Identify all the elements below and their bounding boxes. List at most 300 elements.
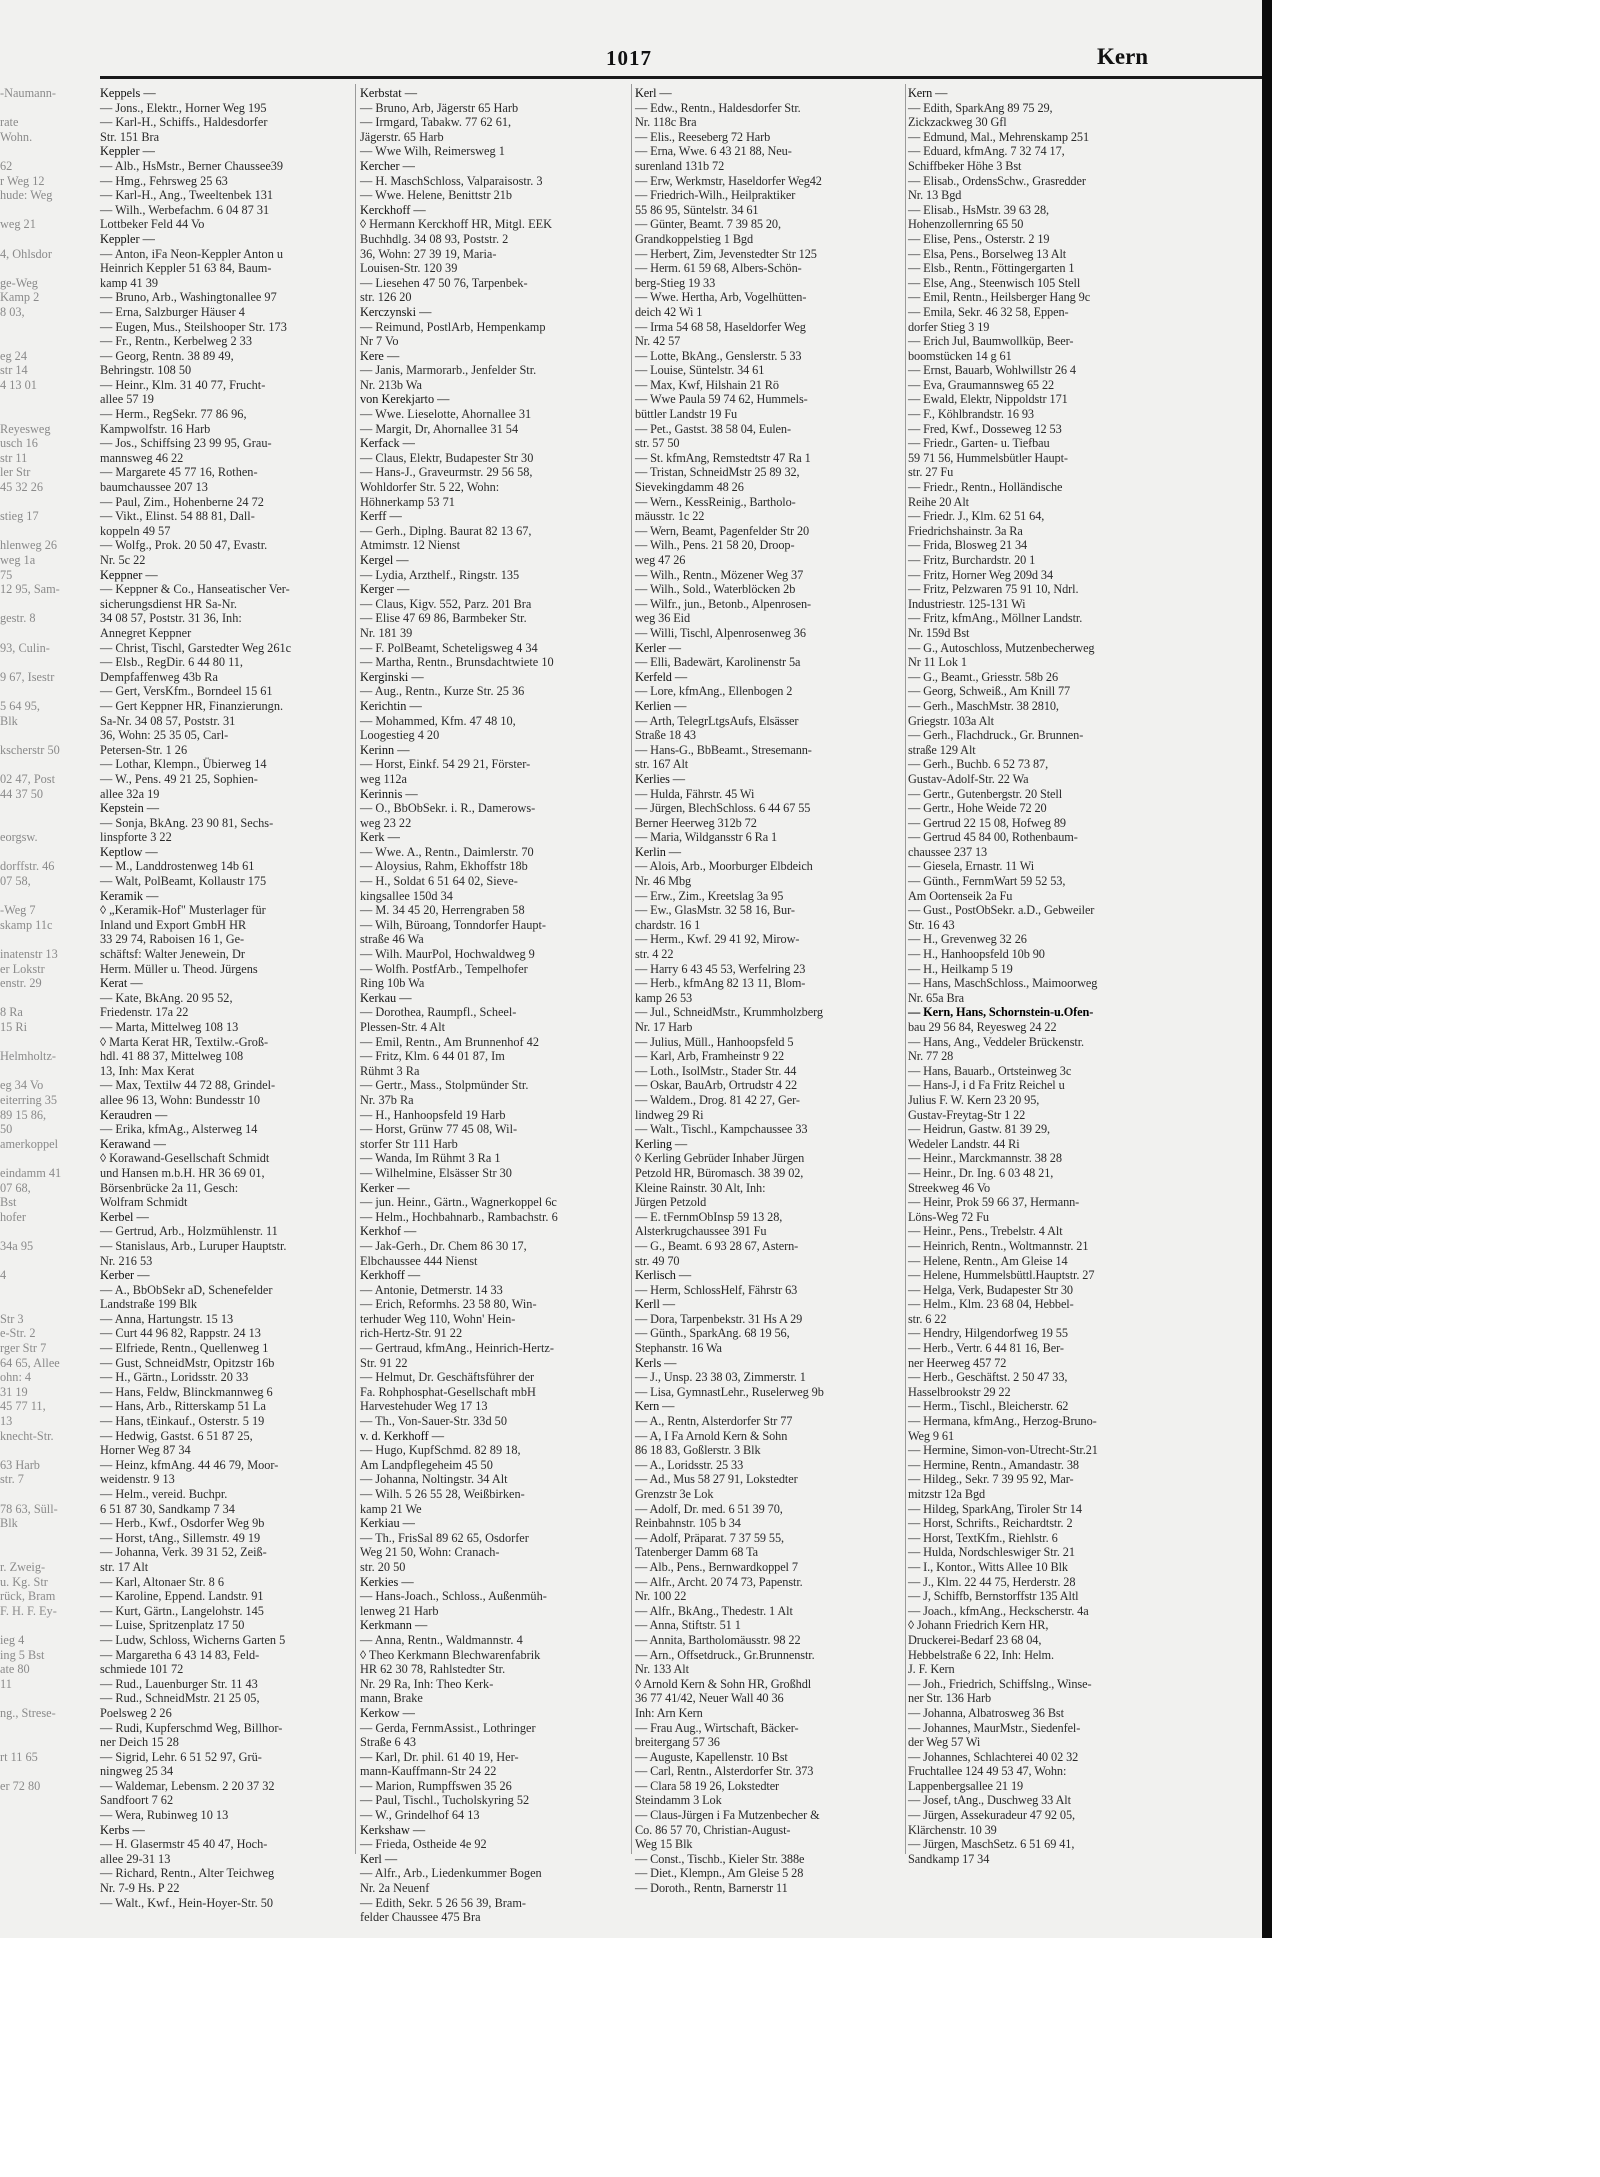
directory-line: Plessen-Str. 4 Alt	[360, 1020, 446, 1034]
directory-line: koppeln 49 57	[100, 523, 171, 538]
directory-line: — I., Kontor., Witts Allee 10 Blk	[908, 1559, 1068, 1574]
directory-line: 55 86 95, Süntelstr. 34 61	[635, 202, 759, 217]
directory-line: — Erna, Wwe. 6 43 21 88, Neu-	[635, 144, 792, 159]
directory-line: — Herm, SchlossHelf, Fährstr 63	[635, 1282, 798, 1297]
directory-line: Steindamm 3 Lok	[635, 1793, 722, 1808]
directory-line: — Arth, TelegrLtgsAufs, Elsässer	[635, 713, 799, 728]
directory-line: dorfer Stieg 3 19	[908, 319, 990, 334]
directory-line	[0, 991, 96, 1006]
directory-line: — Max, Kwf, Hilshain 21 Rö	[635, 377, 779, 392]
directory-line: 59 71 56, Hummelsbütler Haupt-	[908, 450, 1068, 465]
directory-line: — Giesela, Ernastr. 11 Wi	[908, 859, 1035, 874]
directory-line: Julius F. W. Kern 23 20 95,	[908, 1092, 1040, 1107]
directory-line: Reihe 20 Alt	[908, 494, 969, 509]
directory-line: 12 95, Sam-	[0, 582, 60, 597]
directory-line: 8 03,	[0, 304, 25, 319]
directory-line: 07 68,	[0, 1180, 31, 1195]
directory-line: — Herm. 61 59 68, Albers-Schön-	[635, 261, 802, 276]
directory-line: — Maria, Wildgansstr 6 Ra 1	[635, 830, 778, 845]
directory-line: Kerckhoff —	[360, 202, 426, 217]
directory-line: weg 36 Eid	[635, 611, 691, 626]
page-edge-shadow	[1262, 0, 1272, 1938]
directory-line: — Willi, Tischl, Alpenrosenweg 36	[635, 625, 806, 640]
directory-line: rger Str 7	[0, 1341, 47, 1356]
directory-line: — Hendry, Hilgendorfweg 19 55	[908, 1326, 1068, 1341]
directory-line: — H. MaschSchloss, Valparaisostr. 3	[360, 173, 543, 188]
directory-line: — Gust., PostObSekr. a.D., Gebweiler	[908, 903, 1095, 918]
directory-line: — W., Grindelhof 64 13	[360, 1808, 480, 1823]
directory-line: weg 112a	[360, 771, 408, 786]
directory-line	[0, 626, 96, 641]
directory-line: von Kerekjarto —	[360, 392, 450, 407]
directory-line: Kern —	[635, 1399, 675, 1414]
directory-line	[0, 261, 96, 276]
directory-line: — Emil, Rentn., Am Brunnenhof 42	[360, 1034, 539, 1049]
directory-line: hlenweg 26	[0, 538, 58, 553]
directory-line: — Herb., Geschäftst. 2 50 47 33,	[908, 1370, 1068, 1385]
directory-line	[0, 757, 96, 772]
directory-line: str 11	[0, 450, 28, 465]
directory-line: — Jos., Schiffsing 23 99 95, Grau-	[100, 436, 272, 451]
directory-line: Friedrichshainstr. 3a Ra	[908, 523, 1023, 538]
directory-line: eindamm 41	[0, 1165, 62, 1180]
directory-line: — Ewald, Elektr, Nippoldstr 171	[908, 392, 1068, 407]
directory-line: — Edith, SparkAng 89 75 29,	[908, 100, 1053, 115]
directory-line: — Rudi, Kupferschmd Weg, Billhor-	[100, 1720, 283, 1735]
directory-line: — Walt, PolBeamt, Kollaustr 175	[100, 874, 267, 889]
directory-line: Keramik —	[100, 888, 159, 903]
directory-line	[0, 392, 96, 407]
directory-line: Sandfoort 7 62	[100, 1793, 174, 1808]
directory-line: Wohldorfer Str. 5 22, Wohn:	[360, 480, 500, 495]
directory-line: Kleine Rainstr. 30 Alt, Inh:	[635, 1180, 766, 1195]
directory-line: — Clara 58 19 26, Lokstedter	[635, 1778, 780, 1793]
directory-line: Harvestehuder Weg 17 13	[360, 1399, 488, 1414]
directory-line	[0, 495, 96, 510]
directory-line: — Erika, kfmAg., Alsterweg 14	[100, 1122, 258, 1137]
directory-line: — Herb., Kwf., Osdorfer Weg 9b	[100, 1516, 265, 1531]
directory-line: stieg 17	[0, 509, 39, 524]
directory-line: — Claus, Kigv. 552, Parz. 201 Bra	[360, 596, 532, 611]
directory-line: Loogestieg 4 20	[360, 728, 440, 743]
directory-line: eg 34 Vo	[0, 1078, 44, 1093]
directory-line: — Edmund, Mal., Mehrenskamp 251	[908, 129, 1089, 144]
directory-line	[0, 801, 96, 816]
directory-line: Kerlien —	[635, 698, 687, 713]
directory-line: — Sigrid, Lehr. 6 51 52 97, Grü-	[100, 1749, 262, 1764]
directory-line: — Keppner & Co., Hanseatischer Ver-	[100, 582, 290, 597]
directory-line: — St. kfmAng, Remstedtstr 47 Ra 1	[635, 450, 811, 465]
directory-line: — Christ, Tischl, Garstedter Weg 261c	[100, 640, 292, 655]
directory-line: — Marta, Mittelweg 108 13	[100, 1020, 239, 1034]
directory-line: — Gertrud 45 84 00, Rothenbaum-	[908, 830, 1078, 845]
directory-line	[0, 1721, 96, 1736]
directory-line: allee 96 13, Wohn: Bundesstr 10	[100, 1092, 260, 1107]
directory-line: usch 16	[0, 436, 38, 451]
directory-line: — Wilh., Werbefachm. 6 04 87 31	[100, 202, 270, 217]
directory-line: eg 24	[0, 348, 27, 363]
directory-line: kingsallee 150d 34	[360, 888, 453, 903]
directory-line: Blk	[0, 713, 18, 728]
directory-line: rich-Hertz-Str. 91 22	[360, 1326, 463, 1341]
directory-line: — Frida, Blosweg 21 34	[908, 538, 1028, 553]
directory-line: — Elfriede, Rentn., Quellenweg 1	[100, 1341, 269, 1356]
directory-line: ner Heerweg 457 72	[908, 1355, 1007, 1370]
directory-line: — Loth., IsolMstr., Stader Str. 44	[635, 1063, 797, 1078]
directory-line: — Alb., Pens., Bernwardkoppel 7	[635, 1559, 798, 1574]
directory-line: straße 46 Wa	[360, 932, 424, 947]
directory-line: Kerkhoff —	[360, 1268, 421, 1283]
directory-line: weg 47 26	[635, 553, 686, 567]
column-divider	[355, 84, 356, 1854]
directory-line: Wolfram Schmidt	[100, 1195, 188, 1210]
directory-line: — Anna, Stiftstr. 51 1	[635, 1618, 741, 1633]
directory-line: — Kurt, Gärtn., Langelohstr. 145	[100, 1603, 264, 1618]
directory-line: — Wilh. 5 26 55 28, Weißbirken-	[360, 1487, 525, 1501]
directory-line: — Horst, TextKfm., Riehlstr. 6	[908, 1530, 1058, 1545]
directory-line: — Adolf, Dr. med. 6 51 39 70,	[635, 1501, 783, 1516]
directory-line: Kerkies —	[360, 1574, 414, 1589]
directory-line: — Max, Textilw 44 72 88, Grindel-	[100, 1078, 276, 1093]
directory-line: — Heidrun, Gastw. 81 39 29,	[908, 1122, 1050, 1137]
directory-line: — Margaretha 6 43 14 83, Feld-	[100, 1647, 260, 1662]
directory-line: — Waldemar, Lebensm. 2 20 37 32	[100, 1778, 275, 1793]
directory-line: — Richard, Rentn., Alter Teichweg	[100, 1866, 275, 1881]
directory-line: Louisen-Str. 120 39	[360, 261, 458, 276]
directory-line: — Wwe. Lieselotte, Ahornallee 31	[360, 407, 532, 422]
directory-line: kamp 21 We	[360, 1501, 422, 1516]
directory-line: Stephanstr. 16 Wa	[635, 1341, 722, 1356]
directory-line: ng., Strese-	[0, 1705, 56, 1720]
directory-line: — Frieda, Ostheide 4e 92	[360, 1837, 487, 1852]
directory-line: — Irma 54 68 58, Haseldorfer Weg	[635, 319, 806, 334]
directory-line: — Jürgen, BlechSchloss. 6 44 67 55	[635, 801, 811, 816]
directory-line	[0, 1443, 96, 1458]
directory-line: — Adolf, Präparat. 7 37 59 55,	[635, 1530, 784, 1545]
directory-line: — Kate, BkAng. 20 95 52,	[100, 990, 233, 1005]
directory-line: 4	[0, 1268, 7, 1283]
directory-line: — Helm., Hochbahnarb., Rambachstr. 6	[360, 1209, 558, 1224]
directory-line: Nr. 65a Bra	[908, 990, 964, 1005]
directory-line: HR 62 30 78, Rahlstedter Str.	[360, 1662, 506, 1677]
directory-line: — Karl-H., Ang., Tweeltenbek 131	[100, 188, 274, 203]
directory-line: Kerat —	[100, 976, 143, 991]
directory-line: 5 64 95,	[0, 698, 40, 713]
directory-line: Kere —	[360, 348, 400, 363]
directory-line: Hohenzollernring 65 50	[908, 217, 1024, 232]
directory-line: — Ad., Mus 58 27 91, Lokstedter	[635, 1472, 798, 1487]
directory-line: — Helm., vereid. Buchpr.	[100, 1487, 228, 1501]
directory-line: — Waldem., Drog. 81 42 27, Ger-	[635, 1092, 800, 1107]
directory-line: — H., Hanhoopsfeld 10b 90	[908, 947, 1045, 962]
directory-line: — G., Beamt., Griesstr. 58b 26	[908, 669, 1059, 684]
directory-line: — Jak-Gerh., Dr. Chem 86 30 17,	[360, 1238, 527, 1253]
directory-line: — Lothar, Klempn., Übierweg 14	[100, 757, 267, 772]
directory-line	[0, 1531, 96, 1546]
directory-line: Weg 15 Blk	[635, 1837, 693, 1852]
directory-line: 75	[0, 567, 13, 582]
directory-line: Keppler —	[100, 231, 155, 246]
directory-line: Rühmt 3 Ra	[360, 1063, 420, 1078]
directory-line: Kerlisch —	[635, 1268, 692, 1283]
directory-line: 78 63, Süll-	[0, 1501, 58, 1516]
directory-line: ge-Weg	[0, 275, 38, 290]
directory-line: Kerinnis —	[360, 786, 418, 801]
directory-line: — Heinr., Marckmannstr. 38 28	[908, 1151, 1062, 1166]
directory-line: Reyesweg	[0, 421, 51, 436]
column-cut-left	[0, 86, 96, 1866]
directory-line: Griegstr. 103a Alt	[908, 713, 994, 728]
directory-line: — Hedwig, Gastst. 6 51 87 25,	[100, 1428, 253, 1443]
directory-line	[0, 728, 96, 743]
directory-line: büttler Landstr 19 Fu	[635, 407, 738, 422]
directory-line: kscherstr 50	[0, 742, 60, 757]
directory-line: eiterring 35	[0, 1092, 58, 1107]
directory-line: str. 7	[0, 1472, 24, 1487]
directory-line	[0, 1151, 96, 1166]
directory-line: — Gertrud 22 15 08, Hofweg 89	[908, 815, 1066, 830]
directory-line	[0, 203, 96, 218]
directory-line: hude: Weg	[0, 188, 53, 203]
directory-line: — Elisab., OrdensSchw., Grasredder	[908, 173, 1086, 188]
directory-line: — Wilh, Büroang, Tonndorfer Haupt-	[360, 917, 547, 932]
directory-line: Dempfaffenweg 43b Ra	[100, 669, 218, 684]
directory-line: — Aug., Rentn., Kurze Str. 25 36	[360, 684, 525, 699]
directory-line: mann, Brake	[360, 1691, 423, 1706]
directory-line: — F., Köhlbrandstr. 16 93	[908, 407, 1034, 422]
directory-line: — Ew., GlasMstr. 32 58 16, Bur-	[635, 903, 795, 918]
directory-line: — Hildeg., Sekr. 7 39 95 92, Mar-	[908, 1472, 1074, 1487]
directory-line: — Hans-J, i d Fa Fritz Reichel u	[908, 1078, 1065, 1093]
directory-line: — Heinz, kfmAng. 44 46 79, Moor-	[100, 1457, 279, 1472]
directory-line	[0, 1224, 96, 1239]
directory-line: storfer Str 111 Harb	[360, 1136, 458, 1151]
directory-line	[0, 1691, 96, 1706]
directory-line: 93, Culin-	[0, 640, 50, 655]
directory-line: — Wern., KessReinig., Bartholo-	[635, 494, 796, 509]
directory-line: Sandkamp 17 34	[908, 1851, 990, 1866]
directory-line: — Erich Jul, Baumwollküp, Beer-	[908, 334, 1074, 349]
directory-line: und Hansen m.b.H. HR 36 69 01,	[100, 1165, 265, 1180]
directory-line: — Liesehen 47 50 76, Tarpenbek-	[360, 275, 528, 290]
directory-line: ◊ Arnold Kern & Sohn HR, Großhdl	[635, 1676, 812, 1691]
directory-line	[0, 845, 96, 860]
directory-line: Kerkshaw —	[360, 1822, 426, 1837]
directory-line: str. 27 Fu	[908, 465, 954, 480]
directory-line: — Herm., RegSekr. 77 86 96,	[100, 407, 247, 422]
directory-line: — Fritz, Klm. 6 44 01 87, Im	[360, 1049, 505, 1064]
directory-line: — Karl, Dr. phil. 61 40 19, Her-	[360, 1749, 519, 1764]
directory-line: Löns-Weg 72 Fu	[908, 1209, 989, 1224]
directory-line: knecht-Str.	[0, 1428, 54, 1443]
directory-line: Kercher —	[360, 158, 415, 173]
directory-line: — E. tFernmObInsp 59 13 28,	[635, 1209, 783, 1224]
directory-line: Zickzackweg 30 Gfl	[908, 115, 1007, 130]
directory-line: 50	[0, 1122, 13, 1137]
directory-line: Kerff —	[360, 509, 402, 524]
directory-line: 63 Harb	[0, 1457, 40, 1472]
directory-line: 11	[0, 1676, 12, 1691]
directory-line: Nr. 133 Alt	[635, 1662, 689, 1677]
directory-line: — M., Landdrostenweg 14b 61	[100, 859, 255, 874]
directory-line: 8 Ra	[0, 1005, 23, 1020]
directory-line: — Wolfh. PostfArb., Tempelhofer	[360, 961, 528, 976]
directory-line: Tatenberger Damm 68 Ta	[635, 1545, 758, 1560]
directory-line: — Fritz, kfmAng., Möllner Landstr.	[908, 611, 1083, 626]
directory-line: Petersen-Str. 1 26	[100, 742, 188, 757]
directory-line	[0, 1764, 96, 1779]
directory-line: -Weg 7	[0, 903, 36, 918]
directory-line: ing 5 Bst	[0, 1647, 45, 1662]
directory-line: Kepstein —	[100, 801, 160, 816]
directory-line: — Ludw, Schloss, Wicherns Garten 5	[100, 1632, 286, 1647]
directory-line: r. Zweig-	[0, 1559, 46, 1574]
directory-line: — Diet., Klempn., Am Gleise 5 28	[635, 1866, 804, 1881]
directory-line: — Margit, Dr, Ahornallee 31 54	[360, 421, 519, 436]
directory-line: Wohn.	[0, 129, 33, 144]
directory-line	[0, 334, 96, 349]
directory-line: Nr 7 Vo	[360, 334, 399, 349]
directory-line: 4, Ohlsdor	[0, 246, 52, 261]
directory-line: ler Str	[0, 465, 31, 480]
directory-line: — Georg, Schweiß., Am Knill 77	[908, 684, 1071, 699]
directory-line: Kerginski —	[360, 669, 424, 684]
directory-line: 44 37 50	[0, 786, 44, 801]
directory-line: Streekweg 46 Vo	[908, 1180, 991, 1195]
directory-line: Str. 151 Bra	[100, 129, 160, 144]
directory-line: breitergang 57 36	[635, 1735, 720, 1750]
directory-line: Kerker —	[360, 1180, 410, 1195]
directory-line: ner Str. 136 Harb	[908, 1691, 991, 1706]
directory-line: — Const., Tischb., Kieler Str. 388e	[635, 1851, 805, 1866]
directory-line: — Johanna, Albatrosweg 36 Bst	[908, 1705, 1064, 1720]
directory-line: Lottbeker Feld 44 Vo	[100, 217, 205, 232]
column-divider	[631, 84, 632, 1854]
directory-line: Klärchenstr. 10 39	[908, 1822, 997, 1837]
directory-line: F. H. F. Ey-	[0, 1603, 57, 1618]
directory-line: 13	[0, 1414, 13, 1429]
directory-line: — Anton, iFa Neon-Keppler Anton u	[100, 246, 284, 261]
directory-line: str. 57 50	[635, 436, 680, 451]
directory-line: e-Str. 2	[0, 1326, 36, 1341]
directory-line: ◊ „Keramik-Hof" Musterlager für	[100, 903, 266, 918]
directory-line: allee 29-31 13	[100, 1851, 171, 1866]
directory-line: — Anna, Hartungstr. 15 13	[100, 1311, 234, 1326]
directory-line: Str. 16 43	[908, 917, 955, 932]
directory-line: Börsenbrücke 2a 11, Gesch:	[100, 1180, 239, 1195]
directory-line: — Friedrich-Wilh., Heilpraktiker	[635, 188, 796, 203]
directory-line: — Heinr., Dr. Ing. 6 03 48 21,	[908, 1165, 1054, 1180]
directory-line: Kerawand —	[100, 1136, 166, 1151]
directory-line: — Hans, Ang., Veddeler Brückenstr.	[908, 1034, 1085, 1049]
directory-line: 02 47, Post	[0, 771, 56, 786]
directory-line: Nr. 181 39	[360, 625, 413, 640]
directory-line: Jürgen Petzold	[635, 1195, 707, 1210]
directory-line: — Herb., kfmAng 82 13 11, Blom-	[635, 976, 806, 991]
directory-line: Kerl —	[635, 86, 672, 100]
directory-line: Herm. Müller u. Theod. Jürgens	[100, 961, 258, 976]
directory-line: Str. 91 22	[360, 1355, 408, 1370]
directory-line: — Fred, Kwf., Dosseweg 12 53	[908, 421, 1062, 436]
directory-line: — A., Rentn, Alsterdorfer Str 77	[635, 1414, 793, 1429]
directory-line: — J, Schiffb, Bernstorffstr 135 Altl	[908, 1589, 1079, 1604]
directory-line: 31 19	[0, 1384, 28, 1399]
directory-line: — Helene, Rentn., Am Gleise 14	[908, 1253, 1068, 1268]
directory-line	[0, 1487, 96, 1502]
directory-line: — Friedr., Garten- u. Tiefbau	[908, 436, 1050, 451]
directory-line: Industriestr. 125-131 Wi	[908, 596, 1026, 611]
directory-line	[0, 1254, 96, 1269]
directory-line: 86 18 83, Goßlerstr. 3 Blk	[635, 1443, 761, 1458]
directory-line: weg 23 22	[360, 815, 412, 830]
directory-line: — Friedr. J., Klm. 62 51 64,	[908, 509, 1045, 524]
directory-line: amerkoppel	[0, 1136, 59, 1151]
directory-line: -Naumann-	[0, 86, 56, 100]
directory-line: v. d. Kerkhoff —	[360, 1428, 445, 1443]
directory-line: ner Deich 15 28	[100, 1735, 179, 1750]
directory-line: — Hmg., Fehrsweg 25 63	[100, 173, 228, 188]
directory-line: Höhnerkamp 53 71	[360, 494, 455, 509]
directory-line: ◊ Marta Kerat HR, Textilw.-Groß-	[100, 1034, 269, 1049]
directory-line: Kerkhof —	[360, 1224, 417, 1239]
directory-line: Kerbs —	[100, 1822, 145, 1837]
directory-line: Ring 10b Wa	[360, 976, 425, 991]
directory-line: — Luise, Spritzenplatz 17 50	[100, 1618, 245, 1633]
directory-line: Hasselbrookstr 29 22	[908, 1384, 1011, 1399]
directory-line: — Wwe Wilh, Reimersweg 1	[360, 144, 505, 159]
directory-line: — Hans, MaschSchloss., Maimoorweg	[908, 976, 1098, 991]
directory-line: — Hermine, Rentn., Amandastr. 38	[908, 1457, 1079, 1472]
directory-line	[0, 407, 96, 422]
directory-line: — Erw., Zim., Kreetslag 3a 95	[635, 888, 784, 903]
directory-line: — Aloysius, Rahm, Ekhoffstr 18b	[360, 859, 528, 874]
directory-line: — Eva, Graumannsweg 65 22	[908, 377, 1055, 392]
directory-line: eorgsw.	[0, 830, 38, 845]
directory-line: 34a 95	[0, 1238, 34, 1253]
directory-line: — Wera, Rubinweg 10 13	[100, 1808, 229, 1823]
directory-line: — Fr., Rentn., Kerbelweg 2 33	[100, 334, 252, 349]
directory-line: — H. Glasermstr 45 40 47, Hoch-	[100, 1837, 268, 1852]
directory-line: Kerkmann —	[360, 1618, 428, 1633]
directory-line: Sa-Nr. 34 08 57, Poststr. 31	[100, 713, 236, 728]
column-3	[635, 86, 907, 1896]
directory-line: Kamp 2	[0, 290, 40, 305]
directory-line: — Heinr., Klm. 31 40 77, Frucht-	[100, 377, 266, 392]
directory-line	[0, 597, 96, 612]
directory-line: — Gerda, FernmAssist., Lothringer	[360, 1720, 536, 1735]
directory-line: — Fritz, Horner Weg 209d 34	[908, 567, 1053, 582]
directory-line: — Helm., Klm. 23 68 04, Hebbel-	[908, 1297, 1074, 1312]
directory-line	[0, 524, 96, 539]
directory-line: Keppels —	[100, 86, 156, 100]
directory-line: — H., Grevenweg 32 26	[908, 932, 1027, 947]
directory-line: Str 3	[0, 1311, 24, 1326]
directory-line: Kergel —	[360, 553, 409, 567]
directory-line: — Emila, Sekr. 46 32 58, Eppen-	[908, 304, 1069, 319]
directory-line: str. 17 Alt	[100, 1559, 149, 1574]
directory-line: — Lore, kfmAng., Ellenbogen 2	[635, 684, 793, 699]
directory-line: Nr. 7-9 Hs. P 22	[100, 1881, 180, 1896]
directory-line: Keppler —	[100, 144, 155, 159]
directory-line: — Kern, Hans, Schornstein-u.Ofen-	[908, 1005, 1094, 1020]
directory-line	[0, 889, 96, 904]
directory-line: Jägerstr. 65 Harb	[360, 129, 444, 144]
directory-line: — Dorothea, Raumpfl., Scheel-	[360, 1005, 517, 1020]
directory-line: — Carl, Rentn., Alsterdorfer Str. 373	[635, 1764, 814, 1779]
directory-line: 36, Wohn: 25 35 05, Carl-	[100, 728, 229, 743]
directory-line: 4 13 01	[0, 377, 37, 392]
directory-line: Kerger —	[360, 582, 410, 597]
